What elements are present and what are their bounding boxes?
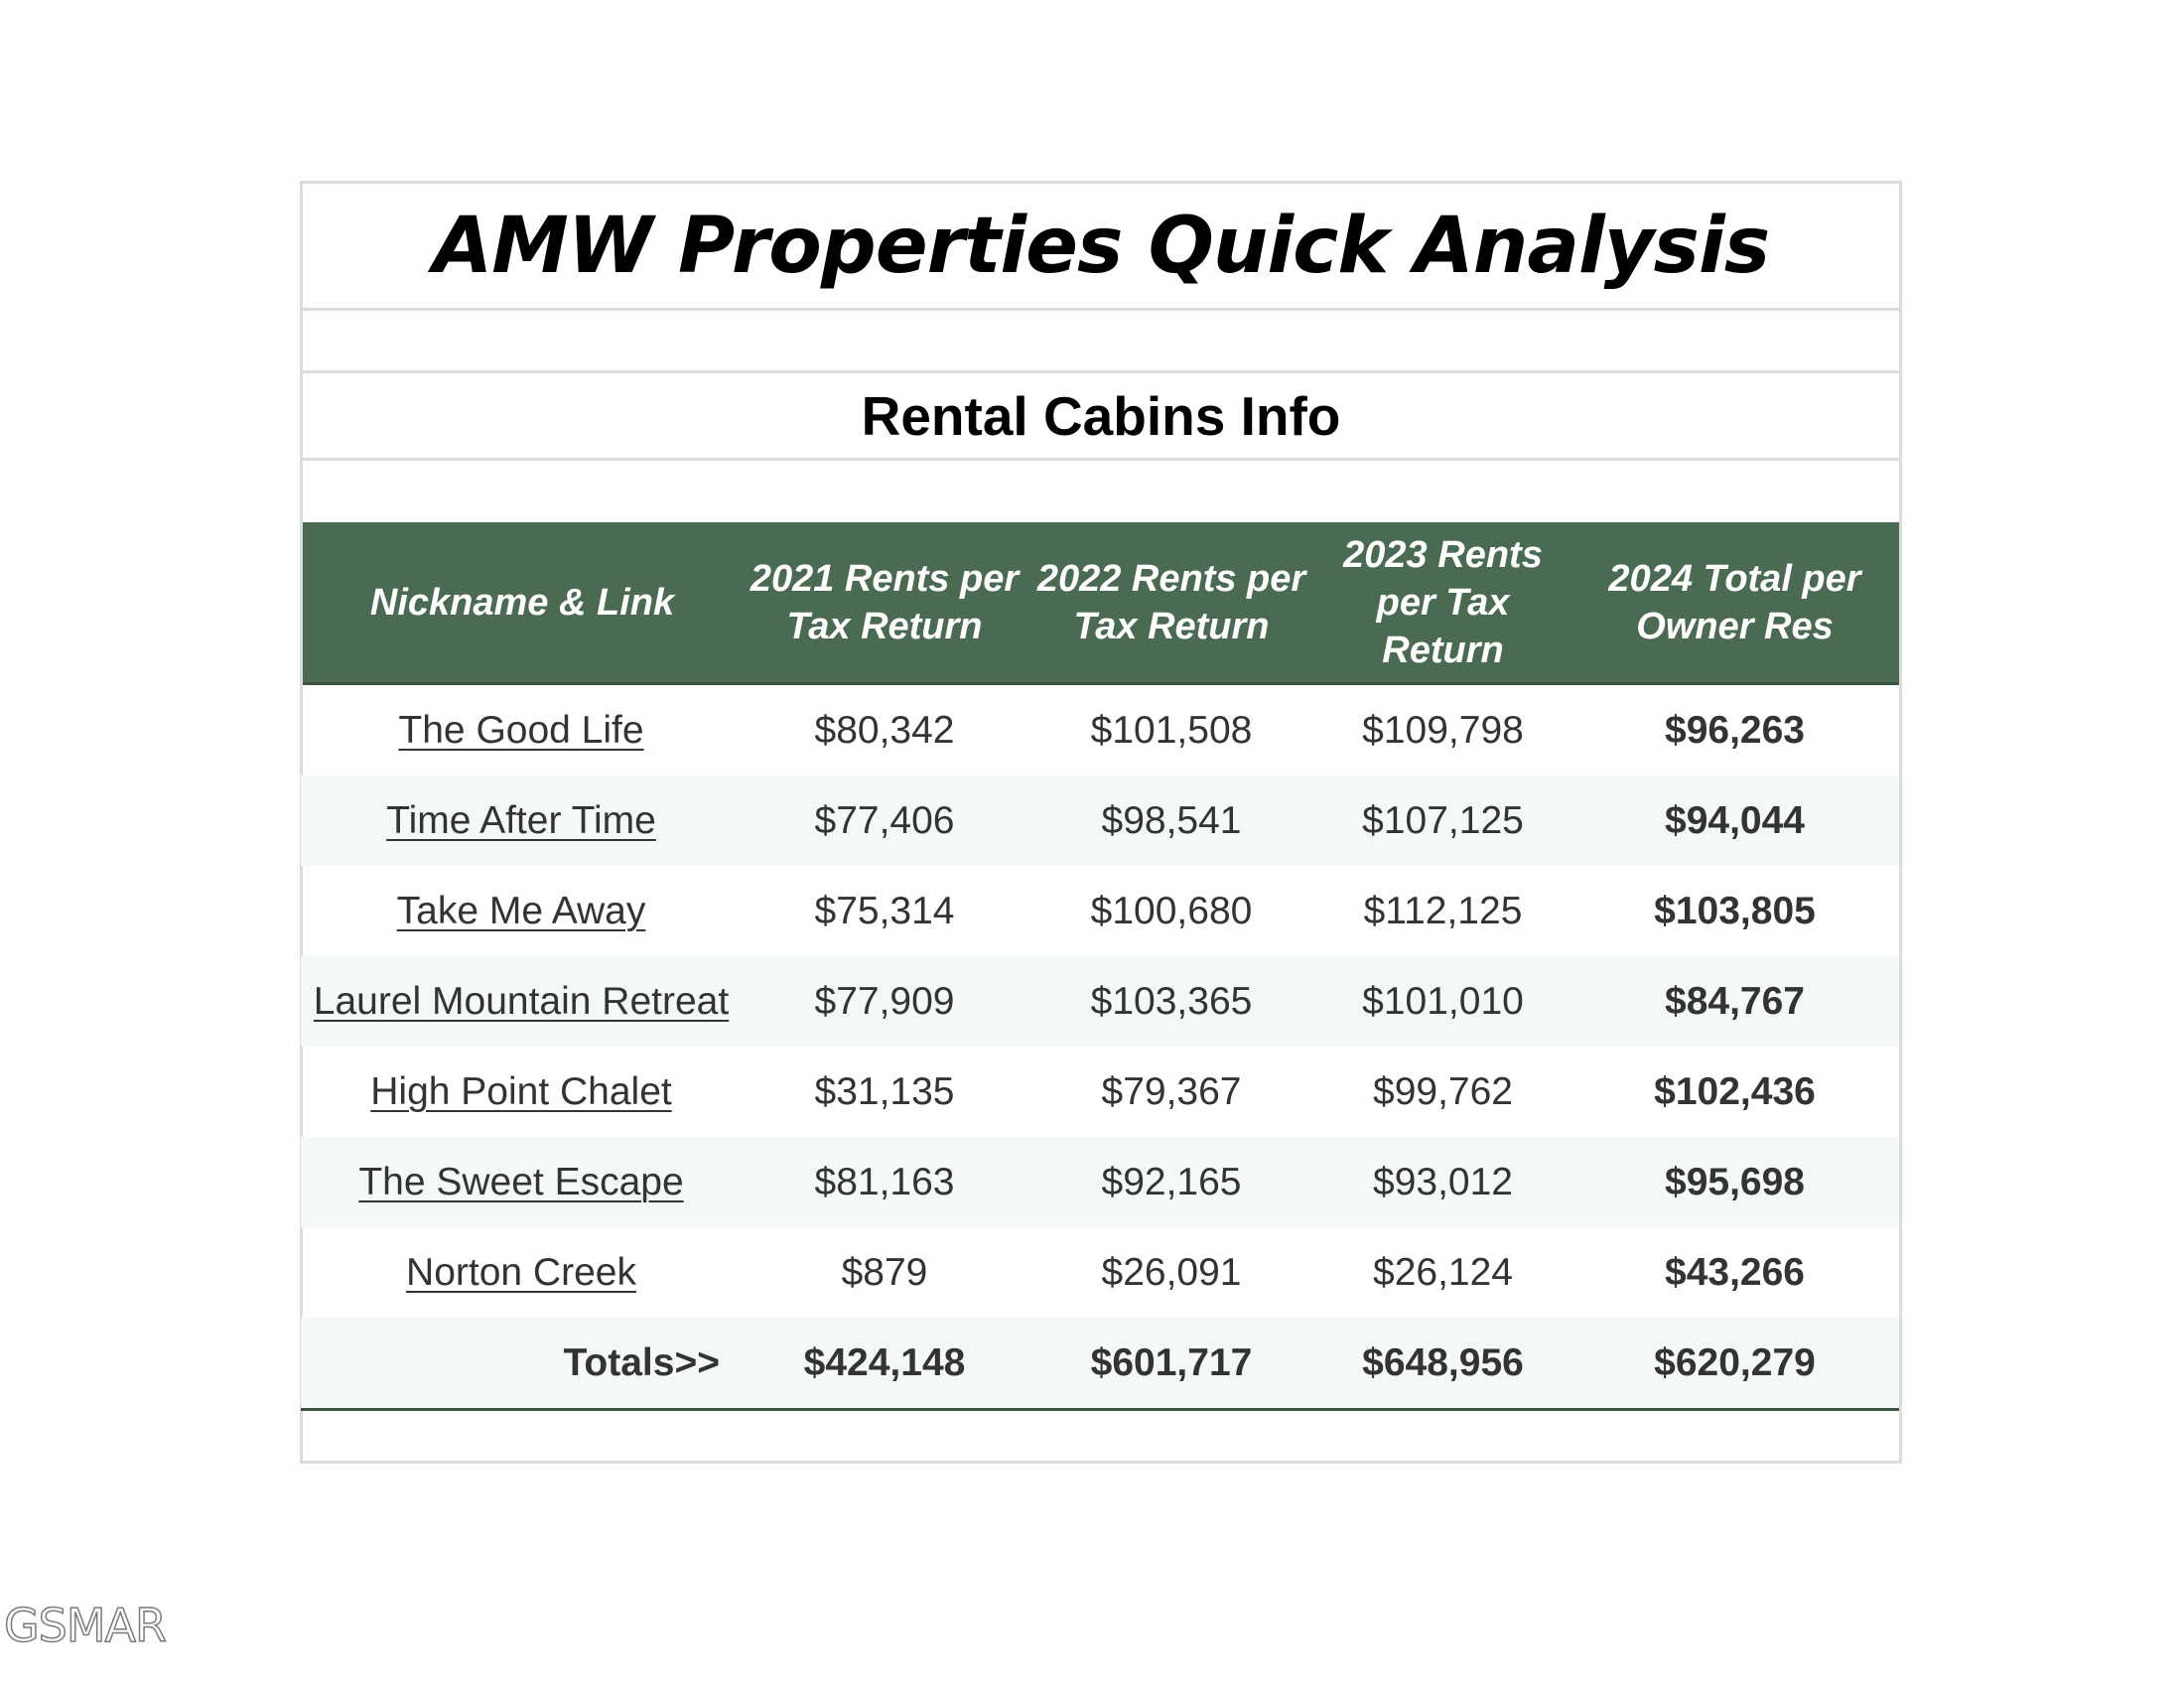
rent-2023: $26,124 [1373,1250,1513,1294]
empty-row [303,311,1899,373]
total-2024: $84,767 [1665,979,1805,1023]
table-body [301,685,1899,1411]
table-row [301,1047,1899,1137]
table-row [301,685,1899,775]
table-row [301,1137,1899,1227]
property-link[interactable]: The Sweet Escape [358,1160,684,1203]
rent-2021: $77,406 [814,798,955,842]
table-row [301,775,1899,866]
totals-label: Totals>> [563,1340,720,1384]
rent-2021: $81,163 [814,1160,955,1203]
rent-2023: $112,125 [1363,889,1523,932]
spreadsheet-sheet [300,181,1902,1464]
header-2021-rents: 2021 Rents per Tax Return [750,557,1020,647]
rent-2022: $26,091 [1101,1250,1242,1294]
totals-row [301,1318,1899,1411]
rent-2022: $98,541 [1101,798,1242,842]
header-2024-total: 2024 Total per Owner Res [1608,557,1861,647]
rent-2023: $107,125 [1362,798,1524,842]
total-2024: $96,263 [1665,708,1805,752]
section-title: Rental Cabins Info [861,384,1341,447]
subtitle-row [303,373,1899,461]
rent-2021: $75,314 [814,889,955,932]
empty-row [303,461,1899,522]
rent-2022: $79,367 [1101,1069,1242,1113]
rent-2022: $100,680 [1090,889,1253,932]
empty-row [303,1405,1899,1464]
rent-2021: $31,135 [814,1069,955,1113]
rent-2021: $80,342 [814,708,955,752]
rent-2023: $101,010 [1362,979,1524,1023]
rent-2022: $92,165 [1101,1160,1242,1203]
header-2022-rents: 2022 Rents per Tax Return [1036,557,1306,647]
total-2024-sum: $620,279 [1654,1340,1816,1384]
rent-2023: $93,012 [1373,1160,1513,1203]
total-2024: $102,436 [1654,1069,1816,1113]
total-2022: $601,717 [1090,1340,1253,1384]
total-2024: $95,698 [1665,1160,1805,1203]
property-link[interactable]: Laurel Mountain Retreat [313,979,730,1023]
header-nickname: Nickname & Link [369,581,675,624]
property-link[interactable]: High Point Chalet [370,1069,672,1113]
rent-2021: $879 [841,1250,928,1294]
table-row [301,956,1899,1047]
header-2023-rents: 2023 Rents per Tax Return [1343,533,1543,671]
property-link[interactable]: Norton Creek [406,1250,636,1294]
page-title: AMW Properties Quick Analysis [432,201,1770,291]
table-row [301,1227,1899,1318]
total-2021: $424,148 [803,1340,966,1384]
property-link[interactable]: The Good Life [398,708,644,752]
property-link[interactable]: Take Me Away [396,889,646,932]
rent-2021: $77,909 [814,979,955,1023]
table-header [303,522,1899,685]
total-2024: $94,044 [1665,798,1805,842]
rent-2023: $99,762 [1373,1069,1513,1113]
table-row [301,866,1899,956]
rent-2022: $103,365 [1090,979,1253,1023]
watermark-logo: GSMAR [4,1599,166,1652]
property-link[interactable]: Time After Time [386,798,656,842]
total-2024: $43,266 [1665,1250,1805,1294]
rent-2022: $101,508 [1090,708,1253,752]
rent-2023: $109,798 [1362,708,1524,752]
total-2024: $103,805 [1654,889,1816,932]
total-2023: $648,956 [1362,1340,1524,1384]
title-row [303,184,1899,311]
